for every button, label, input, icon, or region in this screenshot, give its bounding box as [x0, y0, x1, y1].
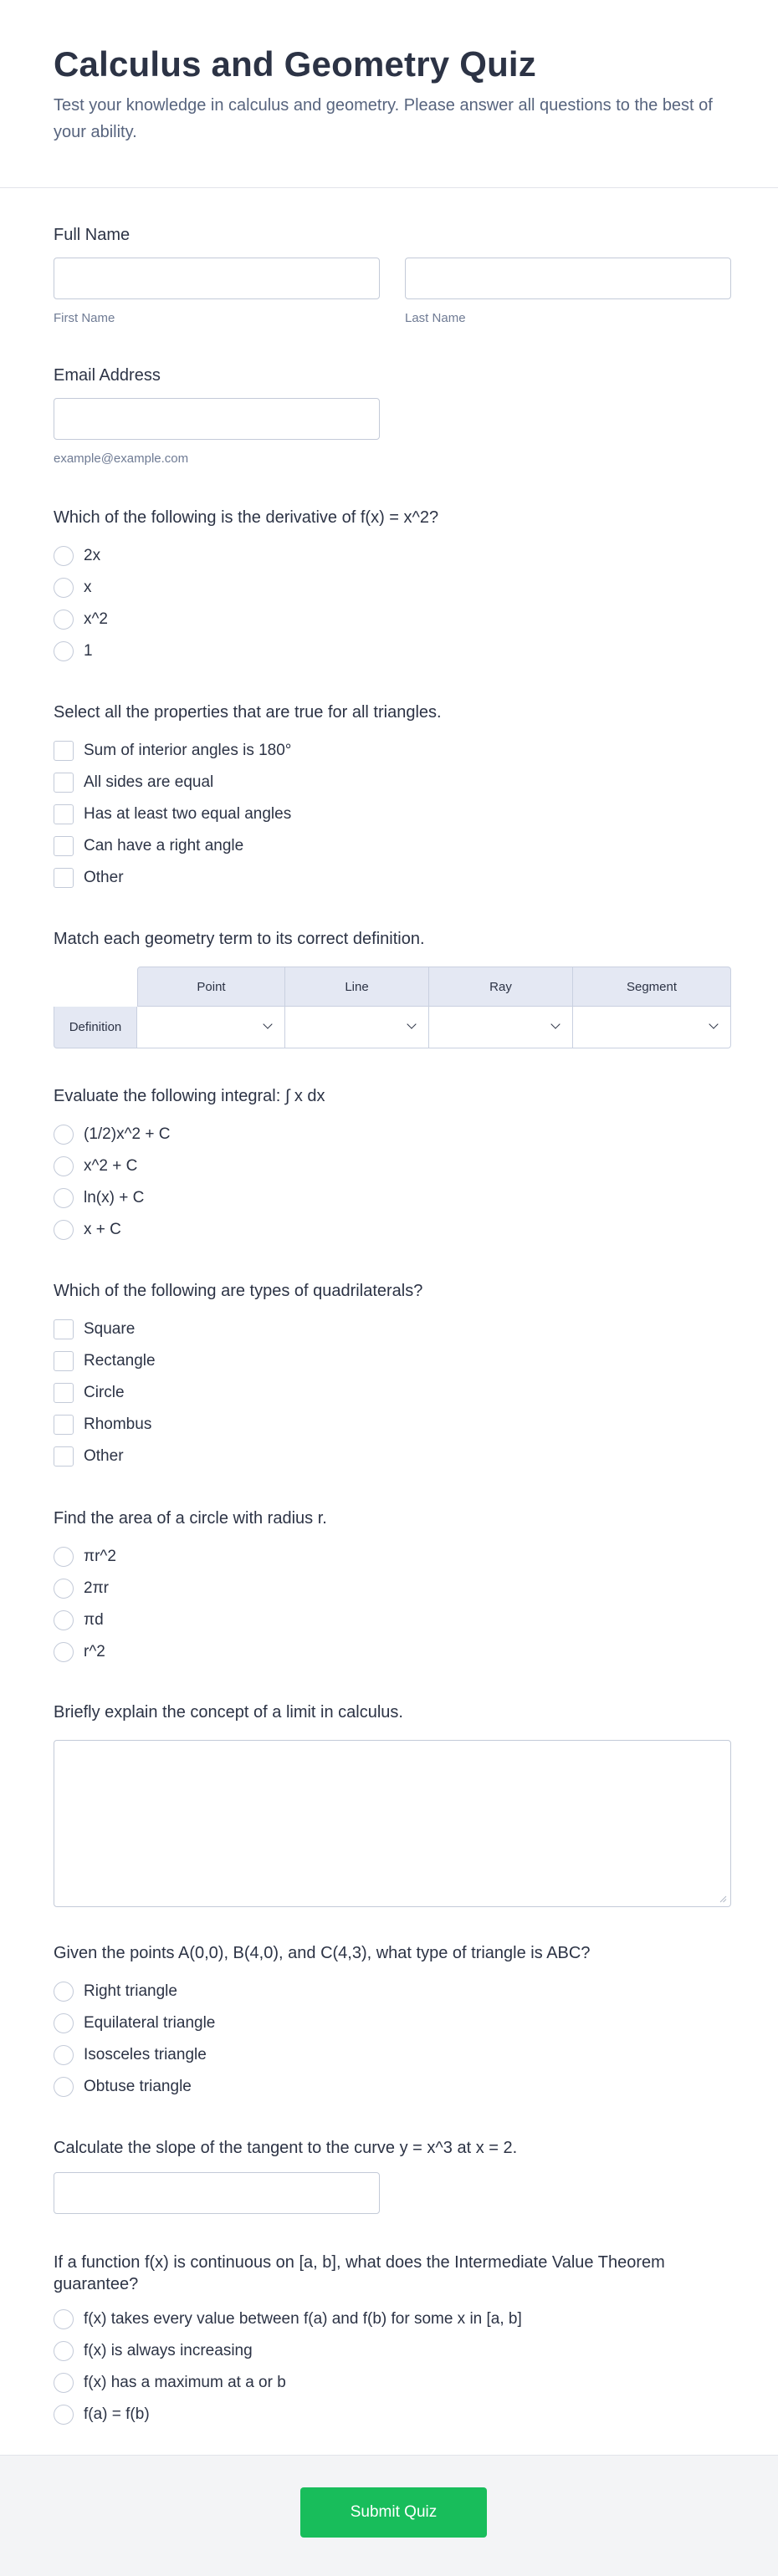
radio-option[interactable] [54, 2303, 731, 2335]
matrix-corner [54, 967, 137, 1007]
radio-button[interactable] [54, 1579, 74, 1599]
matrix-dropdown[interactable] [429, 1007, 573, 1048]
option-label: ln(x) + C [84, 1189, 145, 1206]
question-label: Select all the properties that are true for all triangles. [54, 703, 442, 722]
radio-button[interactable] [54, 2405, 74, 2425]
radio-option[interactable] [54, 2367, 731, 2399]
email-field [54, 365, 731, 466]
email-label: Email Address [54, 366, 161, 385]
radio-button[interactable] [54, 2077, 74, 2097]
question-quadrilaterals [54, 1280, 731, 1472]
matching-table [54, 967, 731, 1048]
radio-button[interactable] [54, 2373, 74, 2393]
checkbox[interactable] [54, 868, 74, 888]
page-title: Calculus and Geometry Quiz [54, 44, 536, 84]
checkbox-option[interactable] [54, 735, 731, 767]
radio-button[interactable] [54, 1547, 74, 1567]
question-integral [54, 1085, 731, 1246]
chevron-down-icon [709, 1019, 718, 1028]
option-label: Rhombus [84, 1416, 152, 1433]
option-label: Rectangle [84, 1352, 156, 1370]
radio-option[interactable] [54, 572, 731, 604]
radio-button[interactable] [54, 1982, 74, 2002]
checkbox-option[interactable] [54, 798, 731, 830]
radio-button[interactable] [54, 1220, 74, 1240]
question-ivt [54, 2252, 731, 2431]
question-label: Evaluate the following integral: ∫ x dx [54, 1087, 325, 1105]
checkbox[interactable] [54, 1351, 74, 1371]
matrix-column-header: Line [285, 967, 429, 1007]
question-circle-area [54, 1507, 731, 1668]
checkbox-option[interactable] [54, 830, 731, 862]
radio-button[interactable] [54, 578, 74, 598]
radio-option[interactable] [54, 1119, 731, 1150]
radio-button[interactable] [54, 2309, 74, 2329]
option-label: 1 [84, 642, 93, 660]
checkbox-option[interactable] [54, 862, 731, 894]
question-label: Which of the following are types of quadrilaterals? [54, 1282, 423, 1300]
checkbox-option[interactable] [54, 767, 731, 798]
page-subtitle: Test your knowledge in calculus and geometry. Please answer all questions to the best of your ability. [54, 96, 713, 141]
option-label: Square [84, 1320, 136, 1338]
option-label: x + C [84, 1221, 121, 1238]
submit-button[interactable]: Submit Quiz [300, 2487, 487, 2538]
option-label: Sum of interior angles is 180° [84, 742, 292, 759]
option-label: πr^2 [84, 1548, 116, 1565]
question-label: Which of the following is the derivative of f(x) = x^2? [54, 508, 439, 527]
radio-option[interactable] [54, 1182, 731, 1214]
radio-button[interactable] [54, 1125, 74, 1145]
radio-option[interactable] [54, 1976, 731, 2007]
radio-button[interactable] [54, 1156, 74, 1176]
option-label: f(a) = f(b) [84, 2405, 150, 2423]
option-label: Other [84, 869, 124, 886]
resize-grip-icon[interactable] [719, 1895, 727, 1903]
option-label: x^2 [84, 610, 108, 628]
radio-option[interactable] [54, 1214, 731, 1246]
option-label: x [84, 579, 92, 596]
radio-option[interactable] [54, 635, 731, 667]
radio-button[interactable] [54, 546, 74, 566]
checkbox-option[interactable] [54, 1441, 731, 1472]
radio-option[interactable] [54, 1604, 731, 1636]
question-label: Briefly explain the concept of a limit in calculus. [54, 1703, 403, 1722]
radio-button[interactable] [54, 2013, 74, 2033]
first-name-sublabel: First Name [54, 311, 115, 325]
radio-option[interactable] [54, 1636, 731, 1668]
matrix-dropdown[interactable] [285, 1007, 429, 1048]
option-label: Isosceles triangle [84, 2046, 207, 2063]
radio-option[interactable] [54, 1573, 731, 1604]
checkbox[interactable] [54, 1383, 74, 1403]
radio-option[interactable] [54, 1150, 731, 1182]
radio-option[interactable] [54, 2039, 731, 2071]
matrix-column-header: Point [137, 967, 285, 1007]
matrix-column-header: Segment [573, 967, 731, 1007]
radio-option[interactable] [54, 604, 731, 635]
option-label: r^2 [84, 1643, 105, 1660]
option-label: Right triangle [84, 1982, 177, 2000]
option-label: πd [84, 1611, 104, 1629]
radio-option[interactable] [54, 540, 731, 572]
question-label: Calculate the slope of the tangent to the curve y = x^3 at x = 2. [54, 2139, 518, 2157]
option-label: x^2 + C [84, 1157, 138, 1175]
option-label: All sides are equal [84, 773, 214, 791]
full-name-field [54, 224, 731, 325]
radio-button[interactable] [54, 1610, 74, 1630]
form-footer [0, 2455, 778, 2576]
checkbox-option[interactable] [54, 1409, 731, 1441]
checkbox[interactable] [54, 1446, 74, 1467]
option-label: Can have a right angle [84, 837, 244, 854]
option-label: Other [84, 1447, 124, 1465]
last-name-sublabel: Last Name [405, 311, 466, 325]
question-limit-explanation [54, 1701, 731, 1907]
radio-option[interactable] [54, 2071, 731, 2103]
option-label: (1/2)x^2 + C [84, 1125, 171, 1143]
question-derivative [54, 507, 731, 667]
checkbox[interactable] [54, 836, 74, 856]
matrix-row-label: Definition [54, 1007, 137, 1048]
option-label: f(x) takes every value between f(a) and f(b) for some x in [a, b] [84, 2310, 522, 2328]
matrix-dropdown[interactable] [573, 1007, 731, 1048]
email-input[interactable] [54, 398, 380, 440]
option-label: f(x) has a maximum at a or b [84, 2374, 286, 2391]
option-label: 2x [84, 547, 101, 564]
radio-button[interactable] [54, 641, 74, 661]
question-triangle-type [54, 1942, 731, 2103]
question-tangent-slope [54, 2137, 731, 2214]
checkbox-option[interactable] [54, 1345, 731, 1377]
option-label: Obtuse triangle [84, 2078, 192, 2095]
question-label: Find the area of a circle with radius r. [54, 1509, 327, 1528]
option-label: Equilateral triangle [84, 2014, 216, 2032]
checkbox[interactable] [54, 741, 74, 761]
full-name-label: Full Name [54, 226, 131, 244]
radio-button[interactable] [54, 1642, 74, 1662]
option-label: 2πr [84, 1579, 110, 1597]
radio-button[interactable] [54, 610, 74, 630]
radio-option[interactable] [54, 2335, 731, 2367]
option-label: f(x) is always increasing [84, 2342, 253, 2359]
question-label: If a function f(x) is continuous on [a, b], what does the Intermediate Value Theorem guarantee? [54, 2253, 665, 2293]
option-label: Circle [84, 1384, 125, 1401]
checkbox[interactable] [54, 1319, 74, 1339]
matrix-dropdown[interactable] [137, 1007, 285, 1048]
checkbox[interactable] [54, 804, 74, 824]
chevron-down-icon [263, 1019, 272, 1028]
checkbox[interactable] [54, 773, 74, 793]
checkbox[interactable] [54, 1415, 74, 1435]
radio-button[interactable] [54, 1188, 74, 1208]
question-matching-matrix [54, 928, 731, 1048]
question-triangle-properties [54, 701, 731, 894]
option-label: Has at least two equal angles [84, 805, 292, 823]
first-name-input[interactable] [54, 258, 380, 299]
radio-option[interactable] [54, 2007, 731, 2039]
question-label: Given the points A(0,0), B(4,0), and C(4,3), what type of triangle is ABC? [54, 1944, 591, 1962]
radio-option[interactable] [54, 1541, 731, 1573]
question-label: Match each geometry term to its correct definition. [54, 930, 425, 948]
last-name-input[interactable] [405, 258, 731, 299]
tangent-slope-input[interactable] [54, 2172, 380, 2214]
limit-explanation-textarea[interactable] [54, 1740, 731, 1907]
email-sublabel: example@example.com [54, 451, 189, 466]
form-header [0, 0, 778, 188]
radio-option[interactable] [54, 2399, 731, 2431]
matrix-column-header: Ray [429, 967, 573, 1007]
chevron-down-icon [550, 1019, 560, 1028]
checkbox-option[interactable] [54, 1377, 731, 1409]
chevron-down-icon [407, 1019, 416, 1028]
radio-button[interactable] [54, 2341, 74, 2361]
checkbox-option[interactable] [54, 1314, 731, 1345]
radio-button[interactable] [54, 2045, 74, 2065]
